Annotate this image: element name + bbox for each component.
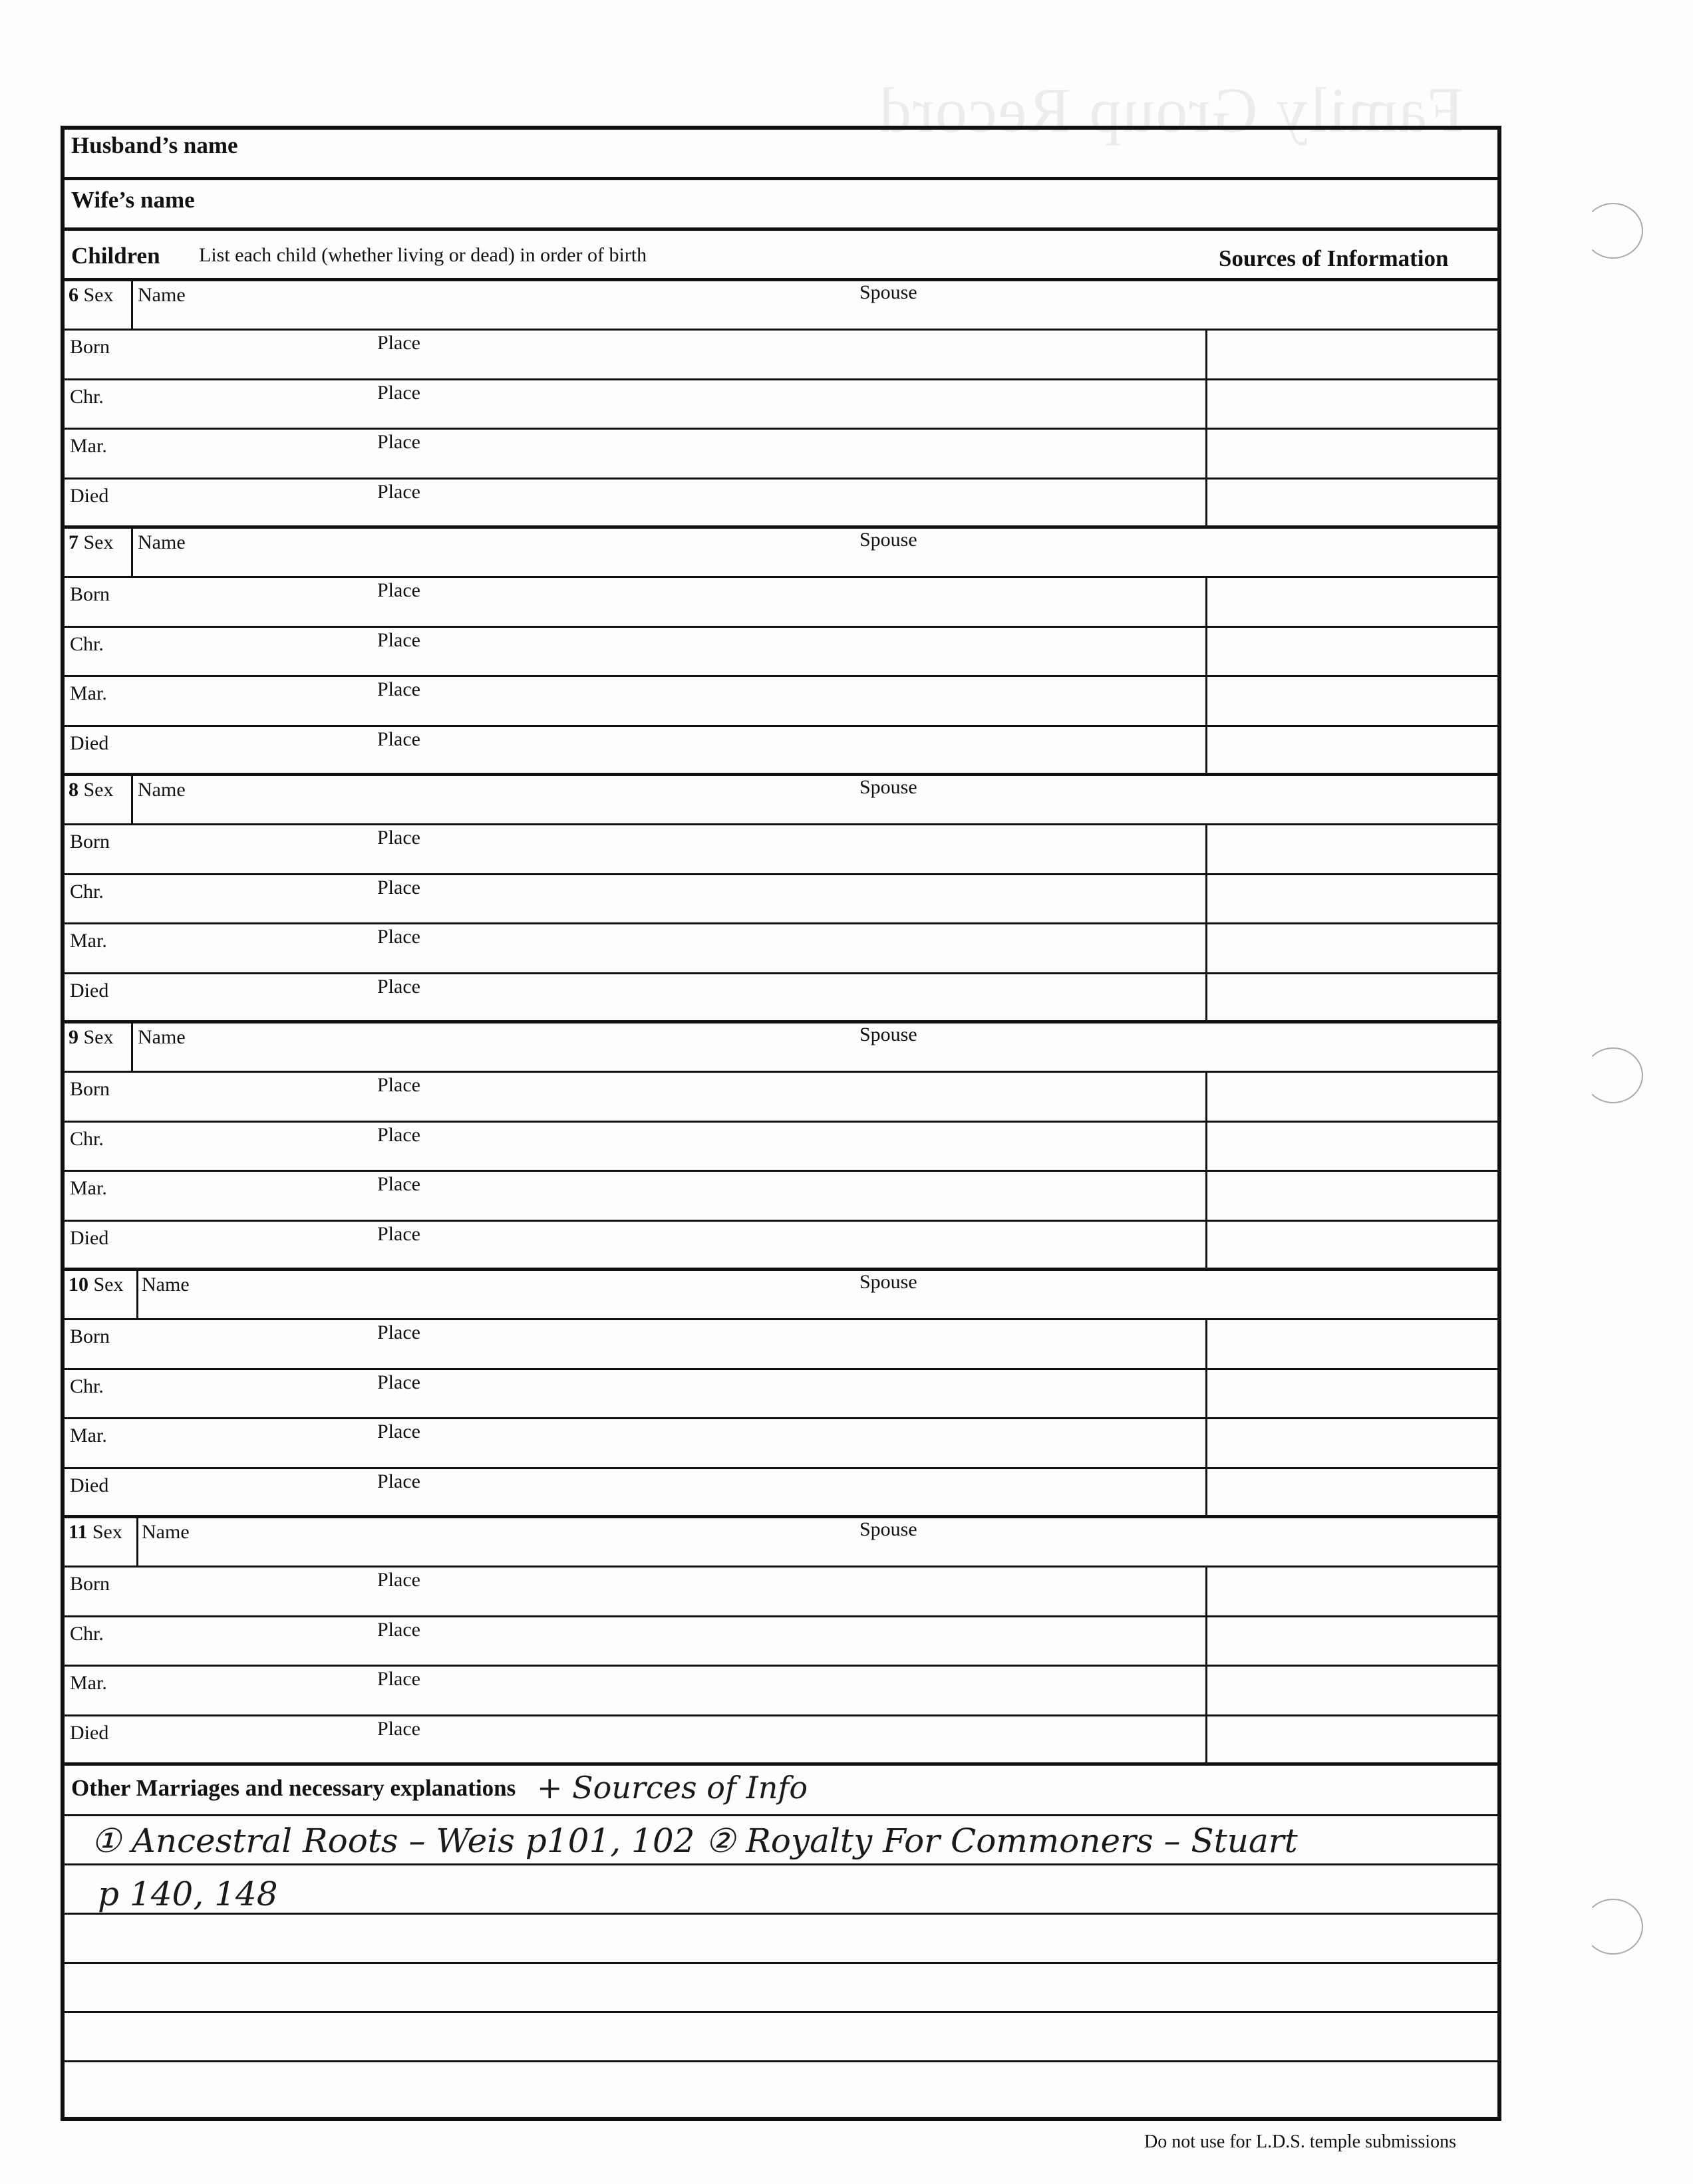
sources-divider — [1205, 1073, 1207, 1122]
place-label: Place — [377, 431, 420, 454]
child-event-row[interactable] — [65, 1469, 1497, 1518]
event-label: Mar. — [70, 435, 107, 458]
sex-label: Sex — [83, 284, 114, 306]
explanation-line-2[interactable] — [65, 1865, 1497, 1915]
child-number: 8 — [69, 779, 78, 801]
child-event-row[interactable] — [65, 1172, 1497, 1221]
child-event-row[interactable] — [65, 1667, 1497, 1716]
child-event-row[interactable] — [65, 1716, 1497, 1766]
spouse-label: Spouse — [859, 1024, 917, 1045]
explanation-line-4[interactable] — [65, 1964, 1497, 2013]
child-event-row[interactable] — [65, 331, 1497, 380]
sources-divider — [1205, 1172, 1207, 1221]
child-name-row[interactable] — [65, 281, 1497, 331]
name-label: Name — [138, 779, 186, 801]
child-event-row[interactable] — [65, 1123, 1497, 1172]
name-label: Name — [138, 531, 186, 553]
place-label: Place — [377, 728, 420, 750]
sources-divider — [1205, 1469, 1207, 1518]
child-name-row[interactable] — [65, 1518, 1497, 1568]
child-name-row[interactable] — [65, 529, 1497, 578]
place-label: Place — [377, 628, 420, 651]
spouse-label: Spouse — [859, 529, 917, 551]
sources-divider — [1205, 331, 1207, 380]
place-label: Place — [377, 975, 420, 998]
wife-row[interactable] — [65, 180, 1497, 231]
sources-divider — [1205, 1123, 1207, 1172]
child-event-row[interactable] — [65, 677, 1497, 726]
sex-label: Sex — [83, 531, 114, 553]
place-label: Place — [377, 827, 420, 849]
name-label: Name — [142, 1274, 190, 1296]
name-label: Name — [138, 284, 186, 306]
child-event-row[interactable] — [65, 1568, 1497, 1617]
bleed-through-title: Family Group Record — [878, 74, 1464, 146]
child-number: 6 — [69, 284, 78, 306]
sex-label: Sex — [92, 1521, 122, 1543]
spouse-label: Spouse — [859, 281, 917, 303]
event-label: Chr. — [70, 385, 104, 408]
child-event-row[interactable] — [65, 380, 1497, 430]
place-label: Place — [377, 480, 420, 503]
place-label: Place — [377, 1222, 420, 1245]
name-label: Name — [142, 1521, 190, 1543]
explanation-line-3[interactable] — [65, 1915, 1497, 1964]
event-label: Mar. — [70, 1177, 107, 1200]
place-label: Place — [377, 579, 420, 602]
place-label: Place — [377, 1668, 420, 1691]
name-label: Name — [138, 1026, 186, 1048]
place-label: Place — [377, 926, 420, 948]
event-label: Mar. — [70, 1672, 107, 1695]
sources-divider — [1205, 479, 1207, 529]
child-event-row[interactable] — [65, 1320, 1497, 1369]
sources-divider — [1205, 677, 1207, 726]
event-label: Died — [70, 1474, 109, 1496]
binder-hole-top — [1583, 203, 1643, 259]
child-event-row[interactable] — [65, 479, 1497, 529]
event-label: Chr. — [70, 1375, 104, 1397]
sex-divider — [131, 281, 133, 331]
child-event-row[interactable] — [65, 578, 1497, 627]
explanation-line-6[interactable] — [65, 2062, 1497, 2112]
place-label: Place — [377, 1618, 420, 1641]
sources-divider — [1205, 430, 1207, 479]
sources-divider — [1205, 875, 1207, 924]
child-event-row[interactable] — [65, 974, 1497, 1024]
event-label: Chr. — [70, 1622, 104, 1645]
binder-hole-bottom — [1583, 1899, 1643, 1955]
sources-divider — [1205, 1320, 1207, 1369]
sources-divider — [1205, 1667, 1207, 1716]
handwritten-line-1: ① Ancestral Roots – Weis p101, 102 ② Royalty For Commoners – Stuart — [91, 1822, 1298, 1860]
child-event-row[interactable] — [65, 924, 1497, 974]
family-group-form — [61, 126, 1501, 2121]
event-label: Born — [70, 336, 110, 358]
husband-row[interactable] — [65, 130, 1497, 180]
place-label: Place — [377, 678, 420, 701]
place-label: Place — [377, 1717, 420, 1740]
sources-divider — [1205, 1716, 1207, 1766]
sex-label: Sex — [93, 1274, 124, 1296]
place-label: Place — [377, 1371, 420, 1393]
sex-label: Sex — [83, 1026, 114, 1048]
child-event-row[interactable] — [65, 628, 1497, 677]
place-label: Place — [377, 1421, 420, 1443]
explanation-line-5[interactable] — [65, 2013, 1497, 2062]
handwritten-line-2: p 140, 148 — [98, 1875, 278, 1913]
event-label: Died — [70, 1721, 109, 1744]
handwritten-sources-heading: + Sources of Info — [537, 1770, 808, 1806]
spouse-label: Spouse — [859, 1518, 917, 1540]
event-label: Born — [70, 831, 110, 853]
other-marriages-header-row[interactable] — [65, 1766, 1497, 1816]
sources-divider — [1205, 1222, 1207, 1271]
place-label: Place — [377, 332, 420, 354]
event-label: Mar. — [70, 682, 107, 705]
place-label: Place — [377, 1321, 420, 1344]
child-name-row[interactable] — [65, 1024, 1497, 1073]
event-label: Born — [70, 583, 110, 606]
children-instruction: List each child (whether living or dead) in order of birth — [199, 244, 647, 266]
event-label: Born — [70, 1078, 110, 1101]
sources-divider — [1205, 1617, 1207, 1667]
binder-hole-middle — [1583, 1047, 1643, 1103]
sources-divider — [1205, 974, 1207, 1024]
place-label: Place — [377, 1173, 420, 1196]
child-number: 7 — [69, 531, 78, 553]
spouse-label: Spouse — [859, 776, 917, 798]
event-label: Born — [70, 1573, 110, 1595]
sex-divider — [131, 1024, 133, 1073]
child-name-row[interactable] — [65, 776, 1497, 825]
sources-divider — [1205, 1419, 1207, 1468]
child-number: 9 — [69, 1026, 78, 1048]
event-label: Chr. — [70, 1127, 104, 1150]
sources-label: Sources of Information — [1219, 245, 1449, 271]
child-event-row[interactable] — [65, 727, 1497, 776]
wife-label: Wife’s name — [71, 187, 195, 213]
child-event-row[interactable] — [65, 1222, 1497, 1271]
event-label: Died — [70, 484, 109, 507]
event-label: Chr. — [70, 632, 104, 655]
sources-divider — [1205, 380, 1207, 430]
event-label: Mar. — [70, 1425, 107, 1447]
event-label: Chr. — [70, 880, 104, 902]
explanation-line-1[interactable] — [65, 1816, 1497, 1865]
sources-divider — [1205, 825, 1207, 875]
children-label: Children — [71, 243, 160, 269]
event-label: Died — [70, 979, 109, 1002]
child-event-row[interactable] — [65, 1419, 1497, 1468]
sex-label: Sex — [83, 779, 114, 801]
child-event-row[interactable] — [65, 1370, 1497, 1419]
spouse-label: Spouse — [859, 1271, 917, 1293]
event-label: Mar. — [70, 930, 107, 952]
child-event-row[interactable] — [65, 1073, 1497, 1122]
sources-divider — [1205, 727, 1207, 776]
child-event-row[interactable] — [65, 1617, 1497, 1667]
children-header-row — [65, 231, 1497, 281]
child-event-row[interactable] — [65, 825, 1497, 875]
sex-divider — [136, 1518, 138, 1568]
place-label: Place — [377, 381, 420, 404]
sources-divider — [1205, 924, 1207, 974]
sex-divider — [131, 529, 133, 578]
place-label: Place — [377, 1074, 420, 1097]
place-label: Place — [377, 1123, 420, 1146]
child-event-row[interactable] — [65, 875, 1497, 924]
husband-label: Husband’s name — [71, 132, 238, 158]
other-marriages-label: Other Marriages and necessary explanations — [71, 1775, 516, 1801]
place-label: Place — [377, 1470, 420, 1492]
footer-note: Do not use for L.D.S. temple submissions — [1144, 2131, 1456, 2152]
event-label: Died — [70, 732, 109, 754]
child-number: 11 — [69, 1521, 88, 1543]
event-label: Died — [70, 1226, 109, 1249]
sources-divider — [1205, 578, 1207, 627]
sex-divider — [131, 776, 133, 825]
sources-divider — [1205, 1568, 1207, 1617]
child-number: 10 — [69, 1274, 88, 1296]
place-label: Place — [377, 876, 420, 898]
event-label: Born — [70, 1325, 110, 1348]
child-event-row[interactable] — [65, 430, 1497, 479]
sex-divider — [136, 1271, 138, 1320]
child-name-row[interactable] — [65, 1271, 1497, 1320]
sources-divider — [1205, 1370, 1207, 1419]
sources-divider — [1205, 628, 1207, 677]
place-label: Place — [377, 1569, 420, 1591]
